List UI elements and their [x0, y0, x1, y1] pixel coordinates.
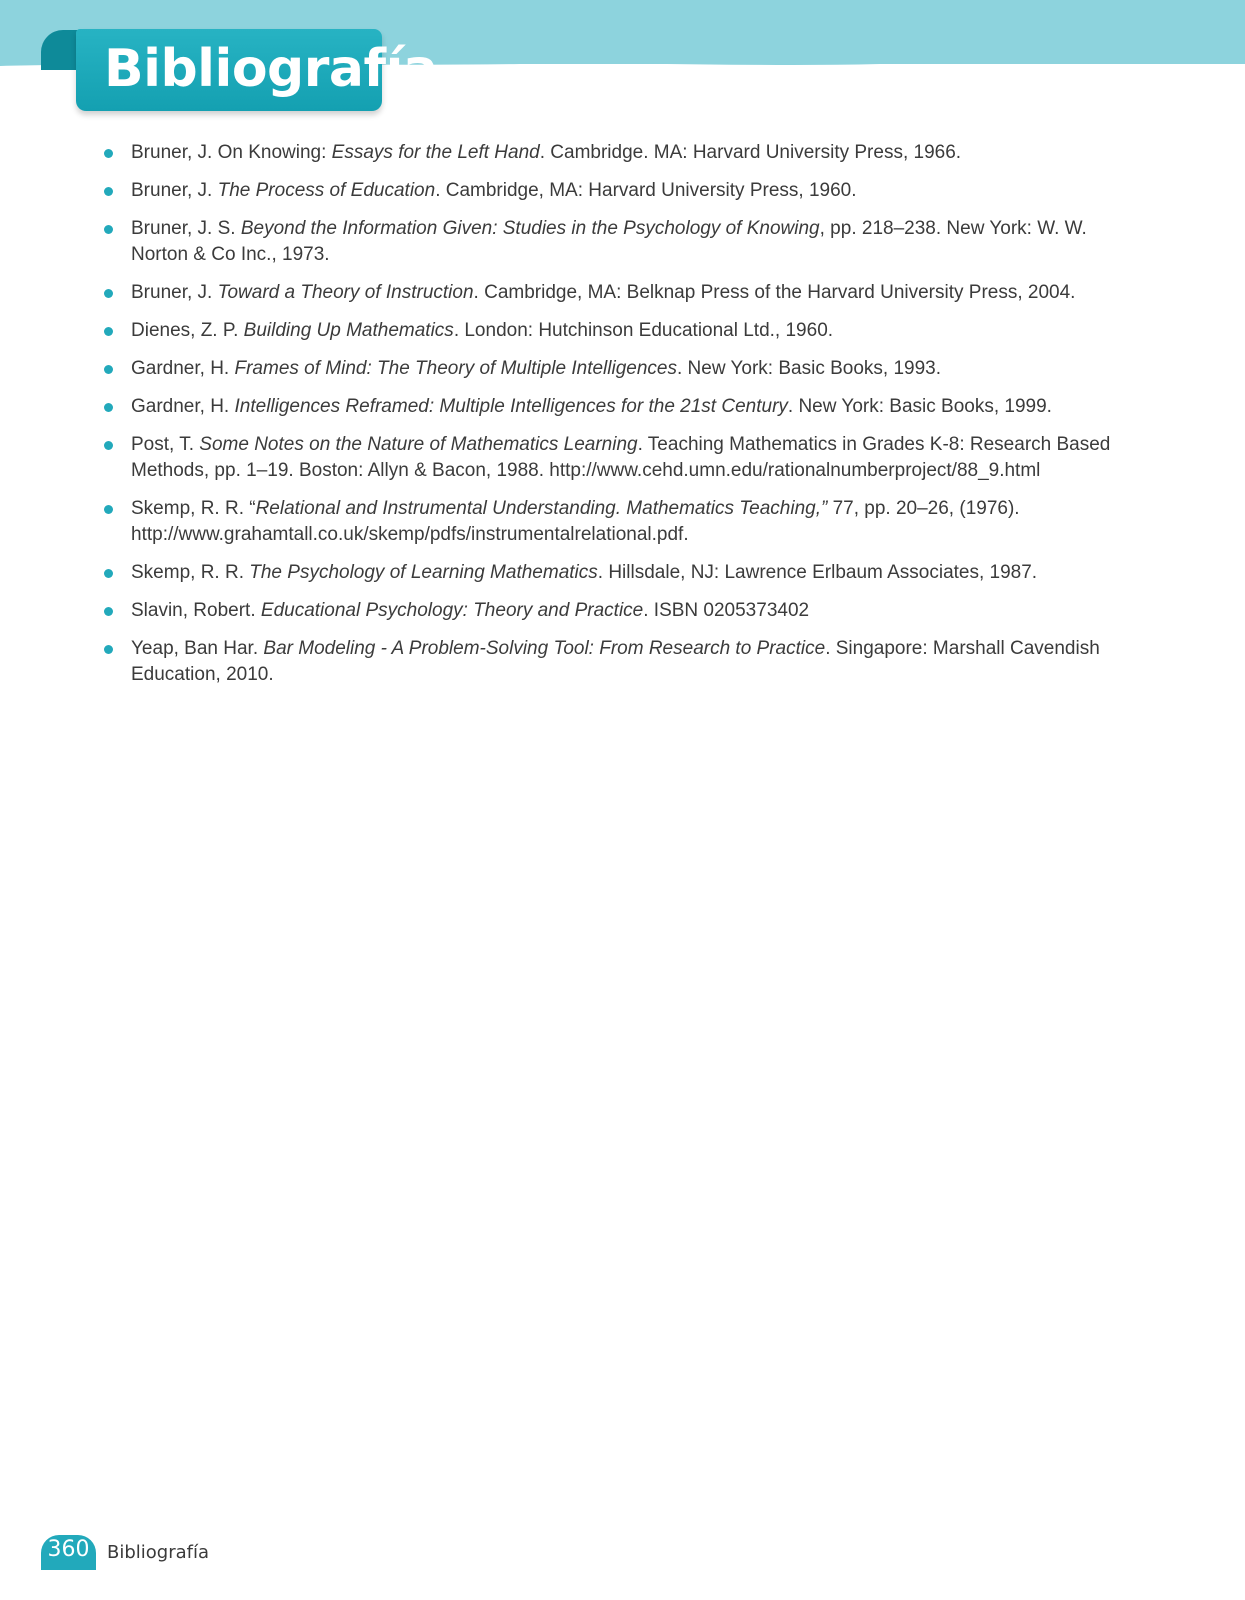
entry-details: . ISBN 0205373402 — [643, 600, 810, 621]
bullet-icon — [104, 327, 113, 336]
entry-author: Dienes, Z. P. — [131, 320, 244, 341]
bibliography-entry — [104, 140, 1114, 166]
entry-title: The Psychology of Learning Mathematics — [249, 562, 598, 583]
bibliography-entry — [104, 560, 1114, 586]
entry-title: Some Notes on the Nature of Mathematics Learning — [199, 434, 638, 455]
entry-author: Gardner, H. — [131, 396, 235, 417]
entry-details: . Teaching Mathematics in Grades K-8: Research Based Methods, pp. 1–19. Boston: Allyn & Bacon, 1988. http://www.cehd.umn.edu/rationalnumberproject/88_9.html — [131, 434, 1111, 481]
bullet-icon — [104, 645, 113, 654]
bibliography-entry — [104, 356, 1114, 382]
page-number: 360 — [47, 1537, 90, 1562]
bibliography-entry — [104, 178, 1114, 204]
entry-title: Frames of Mind: The Theory of Multiple Intelligences — [234, 358, 677, 379]
bullet-icon — [104, 569, 113, 578]
bibliography-entry — [104, 496, 1114, 548]
entry-details: , pp. 218–238. New York: W. W. Norton & Co Inc., 1973. — [131, 218, 1087, 265]
title-tab — [76, 29, 438, 111]
entry-title: Essays for the Left Hand — [331, 142, 540, 163]
entry-author: Yeap, Ban Har. — [131, 638, 264, 659]
entry-details: . Singapore: Marshall Cavendish Education, 2010. — [131, 638, 1100, 685]
page-title: Bibliografía — [104, 39, 438, 99]
entry-author: Slavin, Robert. — [131, 600, 261, 621]
entry-title: Educational Psychology: Theory and Practice — [260, 600, 644, 621]
entry-author: Bruner, J. S. — [131, 218, 241, 239]
bibliography-entry — [104, 432, 1114, 484]
bullet-icon — [104, 441, 113, 450]
bullet-icon — [104, 505, 113, 514]
entry-author: Gardner, H. — [131, 358, 235, 379]
entry-author: Bruner, J. — [131, 282, 218, 303]
bullet-icon — [104, 187, 113, 196]
entry-title: Building Up Mathematics — [243, 320, 454, 341]
bibliography-entry — [104, 394, 1114, 420]
entry-author: Skemp, R. R. — [131, 562, 250, 583]
bibliography-list — [104, 140, 1114, 700]
entry-details: . Cambridge, MA: Belknap Press of the Harvard University Press, 2004. — [473, 282, 1076, 303]
bibliography-entry — [104, 318, 1114, 344]
bullet-icon — [104, 607, 113, 616]
bibliography-entry — [104, 216, 1114, 268]
bullet-icon — [104, 225, 113, 234]
bullet-icon — [104, 149, 113, 158]
entry-title: Bar Modeling - A Problem-Solving Tool: From Research to Practice — [263, 638, 826, 659]
entry-title: The Process of Education — [217, 180, 436, 201]
footer-section-label: Bibliografía — [107, 1542, 210, 1563]
entry-author: Bruner, J. — [131, 180, 218, 201]
entry-details: . Cambridge, MA: Harvard University Press, 1960. — [435, 180, 857, 201]
bullet-icon — [104, 289, 113, 298]
entry-details: . Cambridge. MA: Harvard University Press, 1966. — [539, 142, 962, 163]
entry-author: Post, T. — [131, 434, 200, 455]
entry-details: . New York: Basic Books, 1999. — [787, 396, 1052, 417]
entry-title: Relational and Instrumental Understanding. Mathematics Teaching,” — [255, 498, 833, 519]
entry-details: . London: Hutchinson Educational Ltd., 1960. — [453, 320, 834, 341]
entry-details: . New York: Basic Books, 1993. — [676, 358, 942, 379]
bibliography-entry — [104, 280, 1114, 306]
entry-title: Toward a Theory of Instruction — [217, 282, 474, 303]
entry-details: . Hillsdale, NJ: Lawrence Erlbaum Associates, 1987. — [597, 562, 1038, 583]
entry-title: Beyond the Information Given: Studies in the Psychology of Knowing — [240, 218, 820, 239]
bullet-icon — [104, 365, 113, 374]
bibliography-entry — [104, 598, 1114, 624]
entry-author: Skemp, R. R. “ — [131, 498, 256, 519]
entry-title: Intelligences Reframed: Multiple Intelligences for the 21st Century — [234, 396, 788, 417]
bullet-icon — [104, 403, 113, 412]
entry-details: 77, pp. 20–26, (1976). http://www.grahamtall.co.uk/skemp/pdfs/instrumentalrelational.pdf. — [131, 498, 1020, 545]
entry-author: Bruner, J. On Knowing: — [131, 142, 332, 163]
bibliography-entry — [104, 636, 1114, 688]
